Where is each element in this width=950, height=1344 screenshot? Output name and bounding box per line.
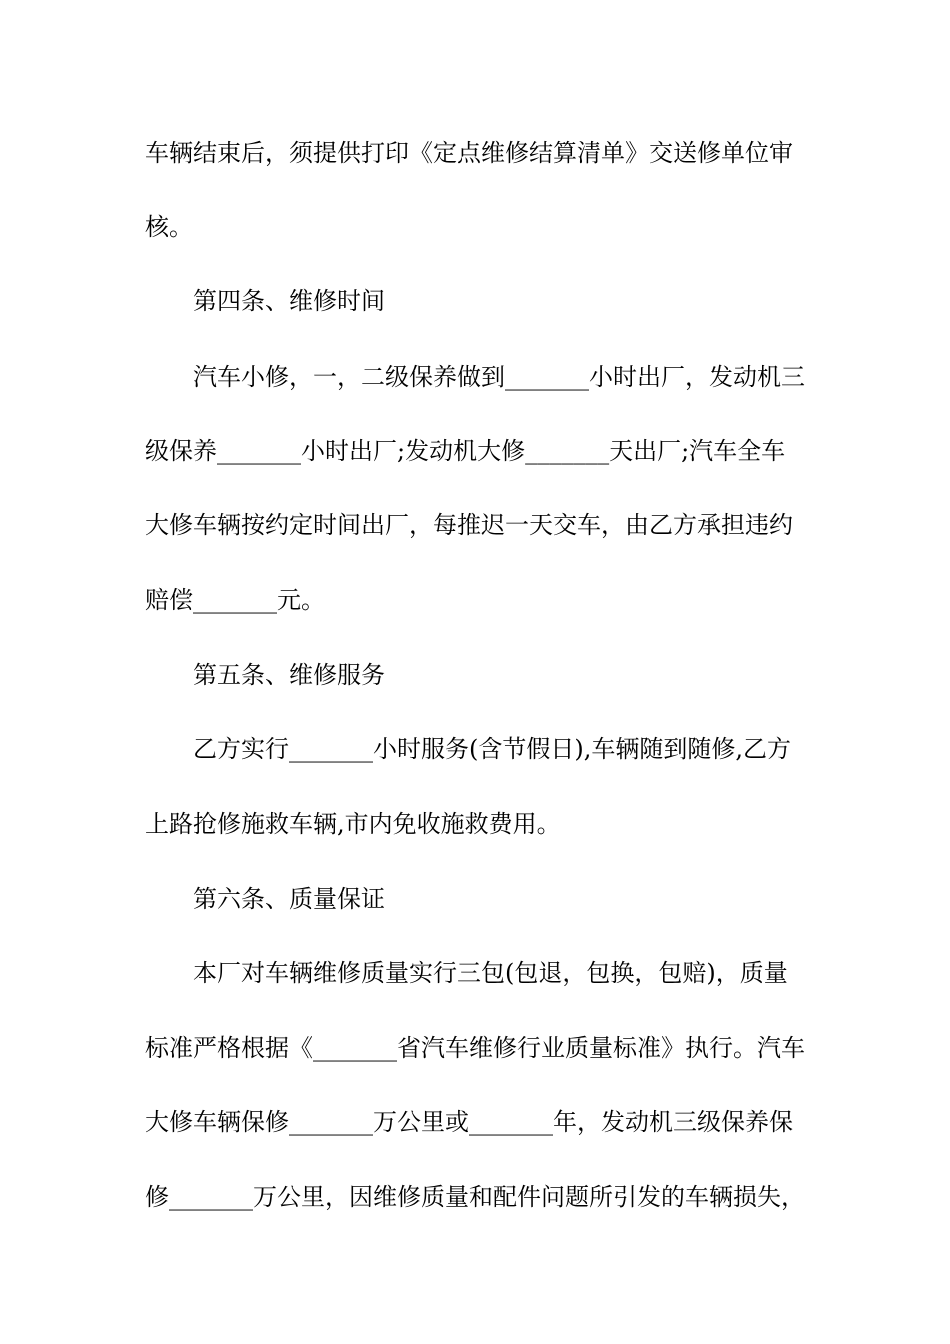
paragraph-line: 核。 [145, 213, 193, 241]
section-heading-article-4: 第四条、维修时间 [193, 287, 385, 315]
paragraph-line: 大修车辆保修_______万公里或_______年，发动机三级保养保 [145, 1108, 793, 1136]
paragraph-line: 级保养_______小时出厂;发动机大修_______天出厂;汽车全车 [145, 437, 786, 465]
paragraph-line: 本厂对车辆维修质量实行三包(包退，包换，包赔)，质量 [193, 959, 788, 987]
paragraph-line: 标准严格根据《_______省汽车维修行业质量标准》执行。汽车 [145, 1034, 805, 1062]
paragraph-line: 修_______万公里，因维修质量和配件问题所引发的车辆损失， [145, 1183, 805, 1211]
paragraph-line: 车辆结束后，须提供打印《定点维修结算清单》交送修单位审 [145, 139, 793, 167]
paragraph-line: 乙方实行_______小时服务(含节假日),车辆随到随修,乙方 [193, 735, 791, 763]
paragraph-line: 上路抢修施救车辆,市内免收施救费用。 [145, 810, 561, 838]
paragraph-line: 大修车辆按约定时间出厂，每推迟一天交车，由乙方承担违约 [145, 511, 793, 539]
section-heading-article-6: 第六条、质量保证 [193, 885, 385, 913]
paragraph-line: 汽车小修，一，二级保养做到_______小时出厂，发动机三 [193, 363, 805, 391]
section-heading-article-5: 第五条、维修服务 [193, 661, 385, 689]
paragraph-line: 赔偿_______元。 [145, 586, 325, 614]
